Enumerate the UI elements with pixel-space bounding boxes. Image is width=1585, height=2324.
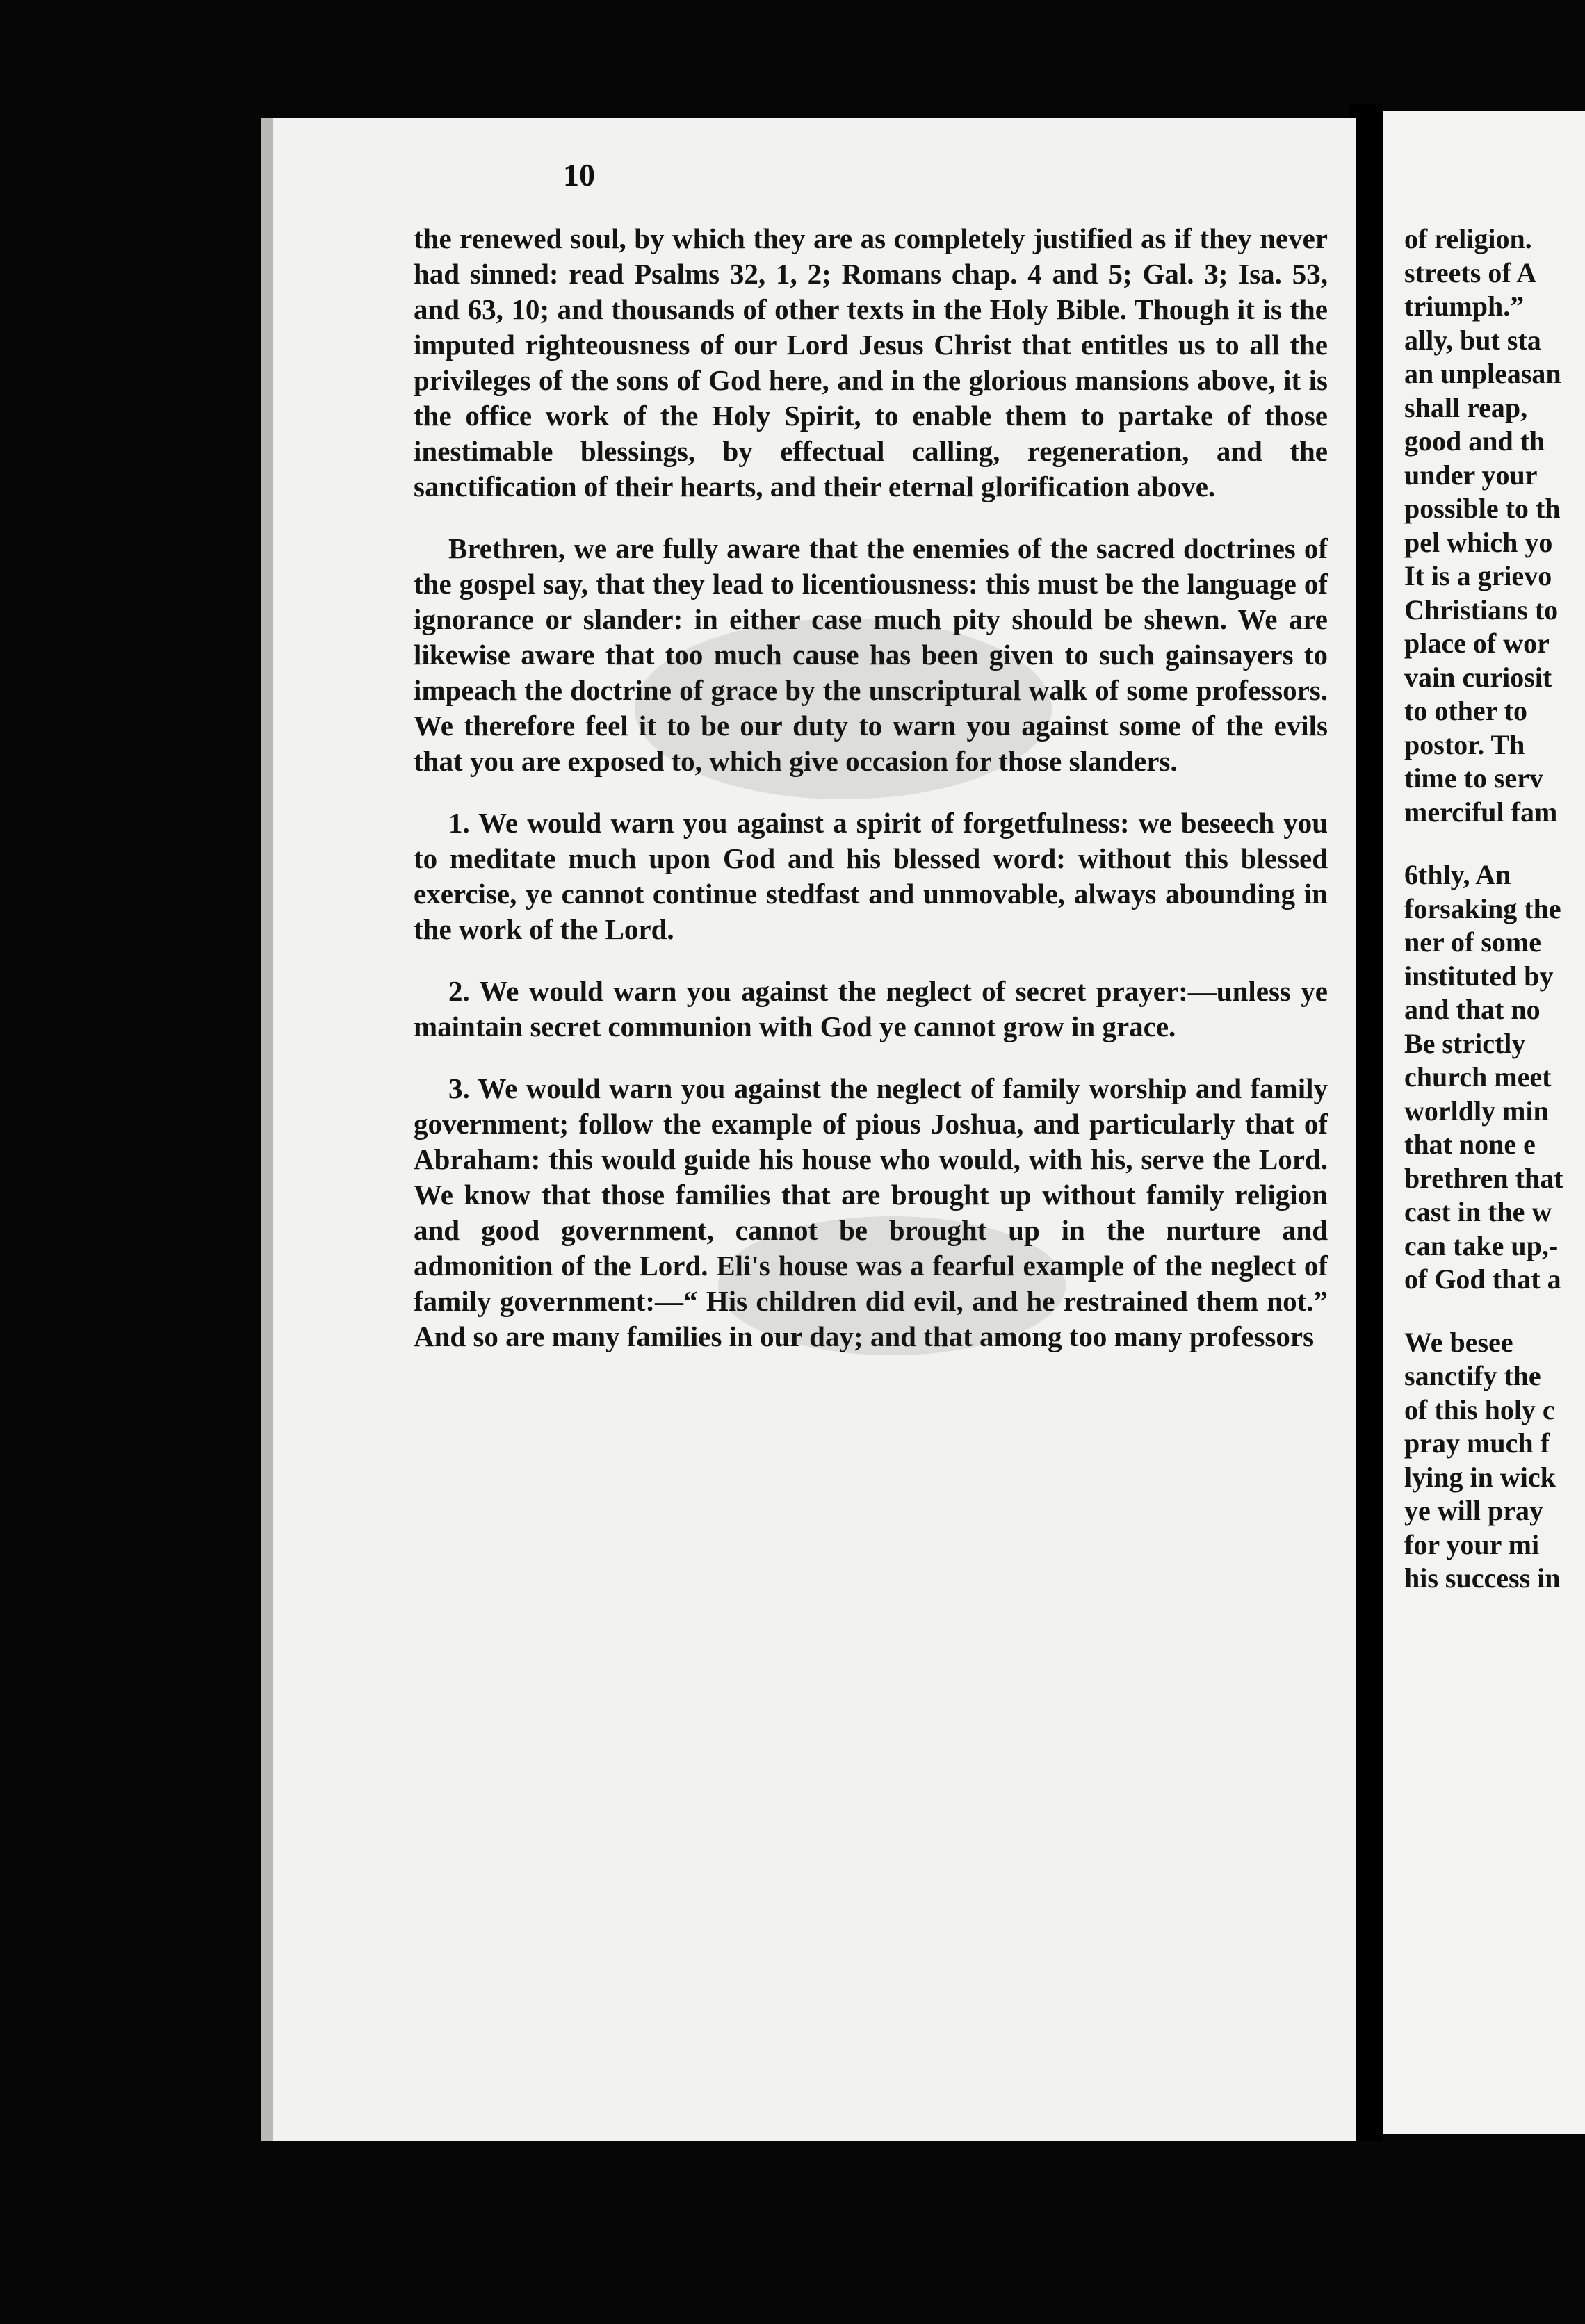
right-line: vain curiosit [1404,661,1552,693]
right-line: place of wor [1404,628,1550,659]
right-line: 6thly, An [1404,859,1511,890]
paragraph-justification: the renewed soul, by which they are as completely justified as if they never had sinned: read Psalms 32, 1, 2; Romans chap. 4 and 5; Gal. 3; Isa. 53, and 63, 10; and thousands of other texts in the Holy Bible. Though it is the imputed righteousness of our Lord Jesus Christ that entitles us to all the privileges of the sons of God here, and in the glorious mansions above, it is the office work of the Holy Spirit, to enable them to partake of those inestimable blessings, by effectual calling, regeneration, and the sanctification of their hearts, and their eternal glorification above. [414,222,1328,502]
right-page [1383,111,1585,2134]
right-line: for your mi [1404,1528,1540,1560]
right-line: shall reap, [1404,391,1528,423]
right-line: ye will pray [1404,1495,1543,1526]
right-line: Be strictly [1404,1027,1526,1059]
right-line: Christians to [1404,594,1559,625]
right-line: ner of some [1404,926,1541,958]
right-line: postor. Th [1404,728,1525,760]
right-line: of religion. [1404,223,1532,254]
left-page-text [414,221,1328,1381]
paragraph-warning-3: 3. We would warn you against the neglect of family worship and family government; follow the example of pious Joshua, and particularly that of Abraham: this would guide his house who would, with his, serve the Lord. We know that those families that are brought up without family religion and good government, cannot be brought up in the nurture and admonition of the Lord. Eli's house was a fearful example of the neglect of family government:—“ His children did evil, and he restrained them not.” And so are many families in our day; and that among too many professors [414,1072,1328,1352]
right-line: good and th [1404,425,1545,457]
page-number: 10 [563,157,595,193]
right-line: We besee [1404,1326,1513,1358]
paragraph-brethren: Brethren, we are fully aware that the enemies of the sacred doctrines of the gospel say, that they lead to licentiousness: this must be the language of ignorance or slander: in either case much pity should be shewn. We are likewise aware that too much cause has been given to such gainsayers to impeach the doctrine of grace by the unscriptural walk of some professors. We therefore feel it to be our duty to warn you against some of the evils that you are exposed to, which give occasion for those slanders. [414,532,1328,777]
right-page-text [1404,222,1585,1596]
paragraph-gap [1404,829,1585,858]
right-line: of this holy c [1404,1393,1555,1425]
right-line: worldly min [1404,1095,1549,1127]
right-line: forsaking the [1404,892,1561,924]
right-line: can take up,- [1404,1229,1559,1261]
right-line: instituted by [1404,960,1554,992]
right-line: to other to [1404,695,1527,726]
right-line: merciful fam [1404,796,1558,828]
right-line: streets of A [1404,256,1537,288]
right-line: possible to th [1404,493,1561,524]
paragraph-gap [1404,1297,1585,1326]
right-line: his success in [1404,1562,1561,1594]
right-line: cast in the w [1404,1196,1552,1227]
right-line: pray much f [1404,1427,1550,1459]
right-line: time to serv [1404,762,1543,794]
paragraph-warning-1: 1. We would warn you against a spirit of forgetfulness: we beseech you to meditate much upon God and his blessed word: without this blessed exercise, ye cannot continue stedfast and unmovable, always abounding in the work of the Lord. [414,807,1328,945]
right-line: under your [1404,459,1538,491]
right-line: ally, but sta [1404,324,1541,356]
right-line: lying in wick [1404,1461,1556,1493]
right-line: an unpleasan [1404,358,1561,389]
right-line: triumph.” [1404,290,1525,322]
paragraph-warning-2: 2. We would warn you against the neglect of secret prayer:—unless ye maintain secret communion with God ye cannot grow in grace. [414,975,1328,1042]
right-line: sanctify the [1404,1360,1541,1391]
right-line: of God that a [1404,1263,1561,1295]
right-line: pel which yo [1404,526,1553,558]
right-line: brethren that [1404,1162,1563,1194]
right-line: It is a grievo [1404,560,1552,591]
right-line: and that no [1404,994,1541,1025]
right-line: church meet [1404,1061,1552,1093]
right-line: that none e [1404,1129,1536,1160]
